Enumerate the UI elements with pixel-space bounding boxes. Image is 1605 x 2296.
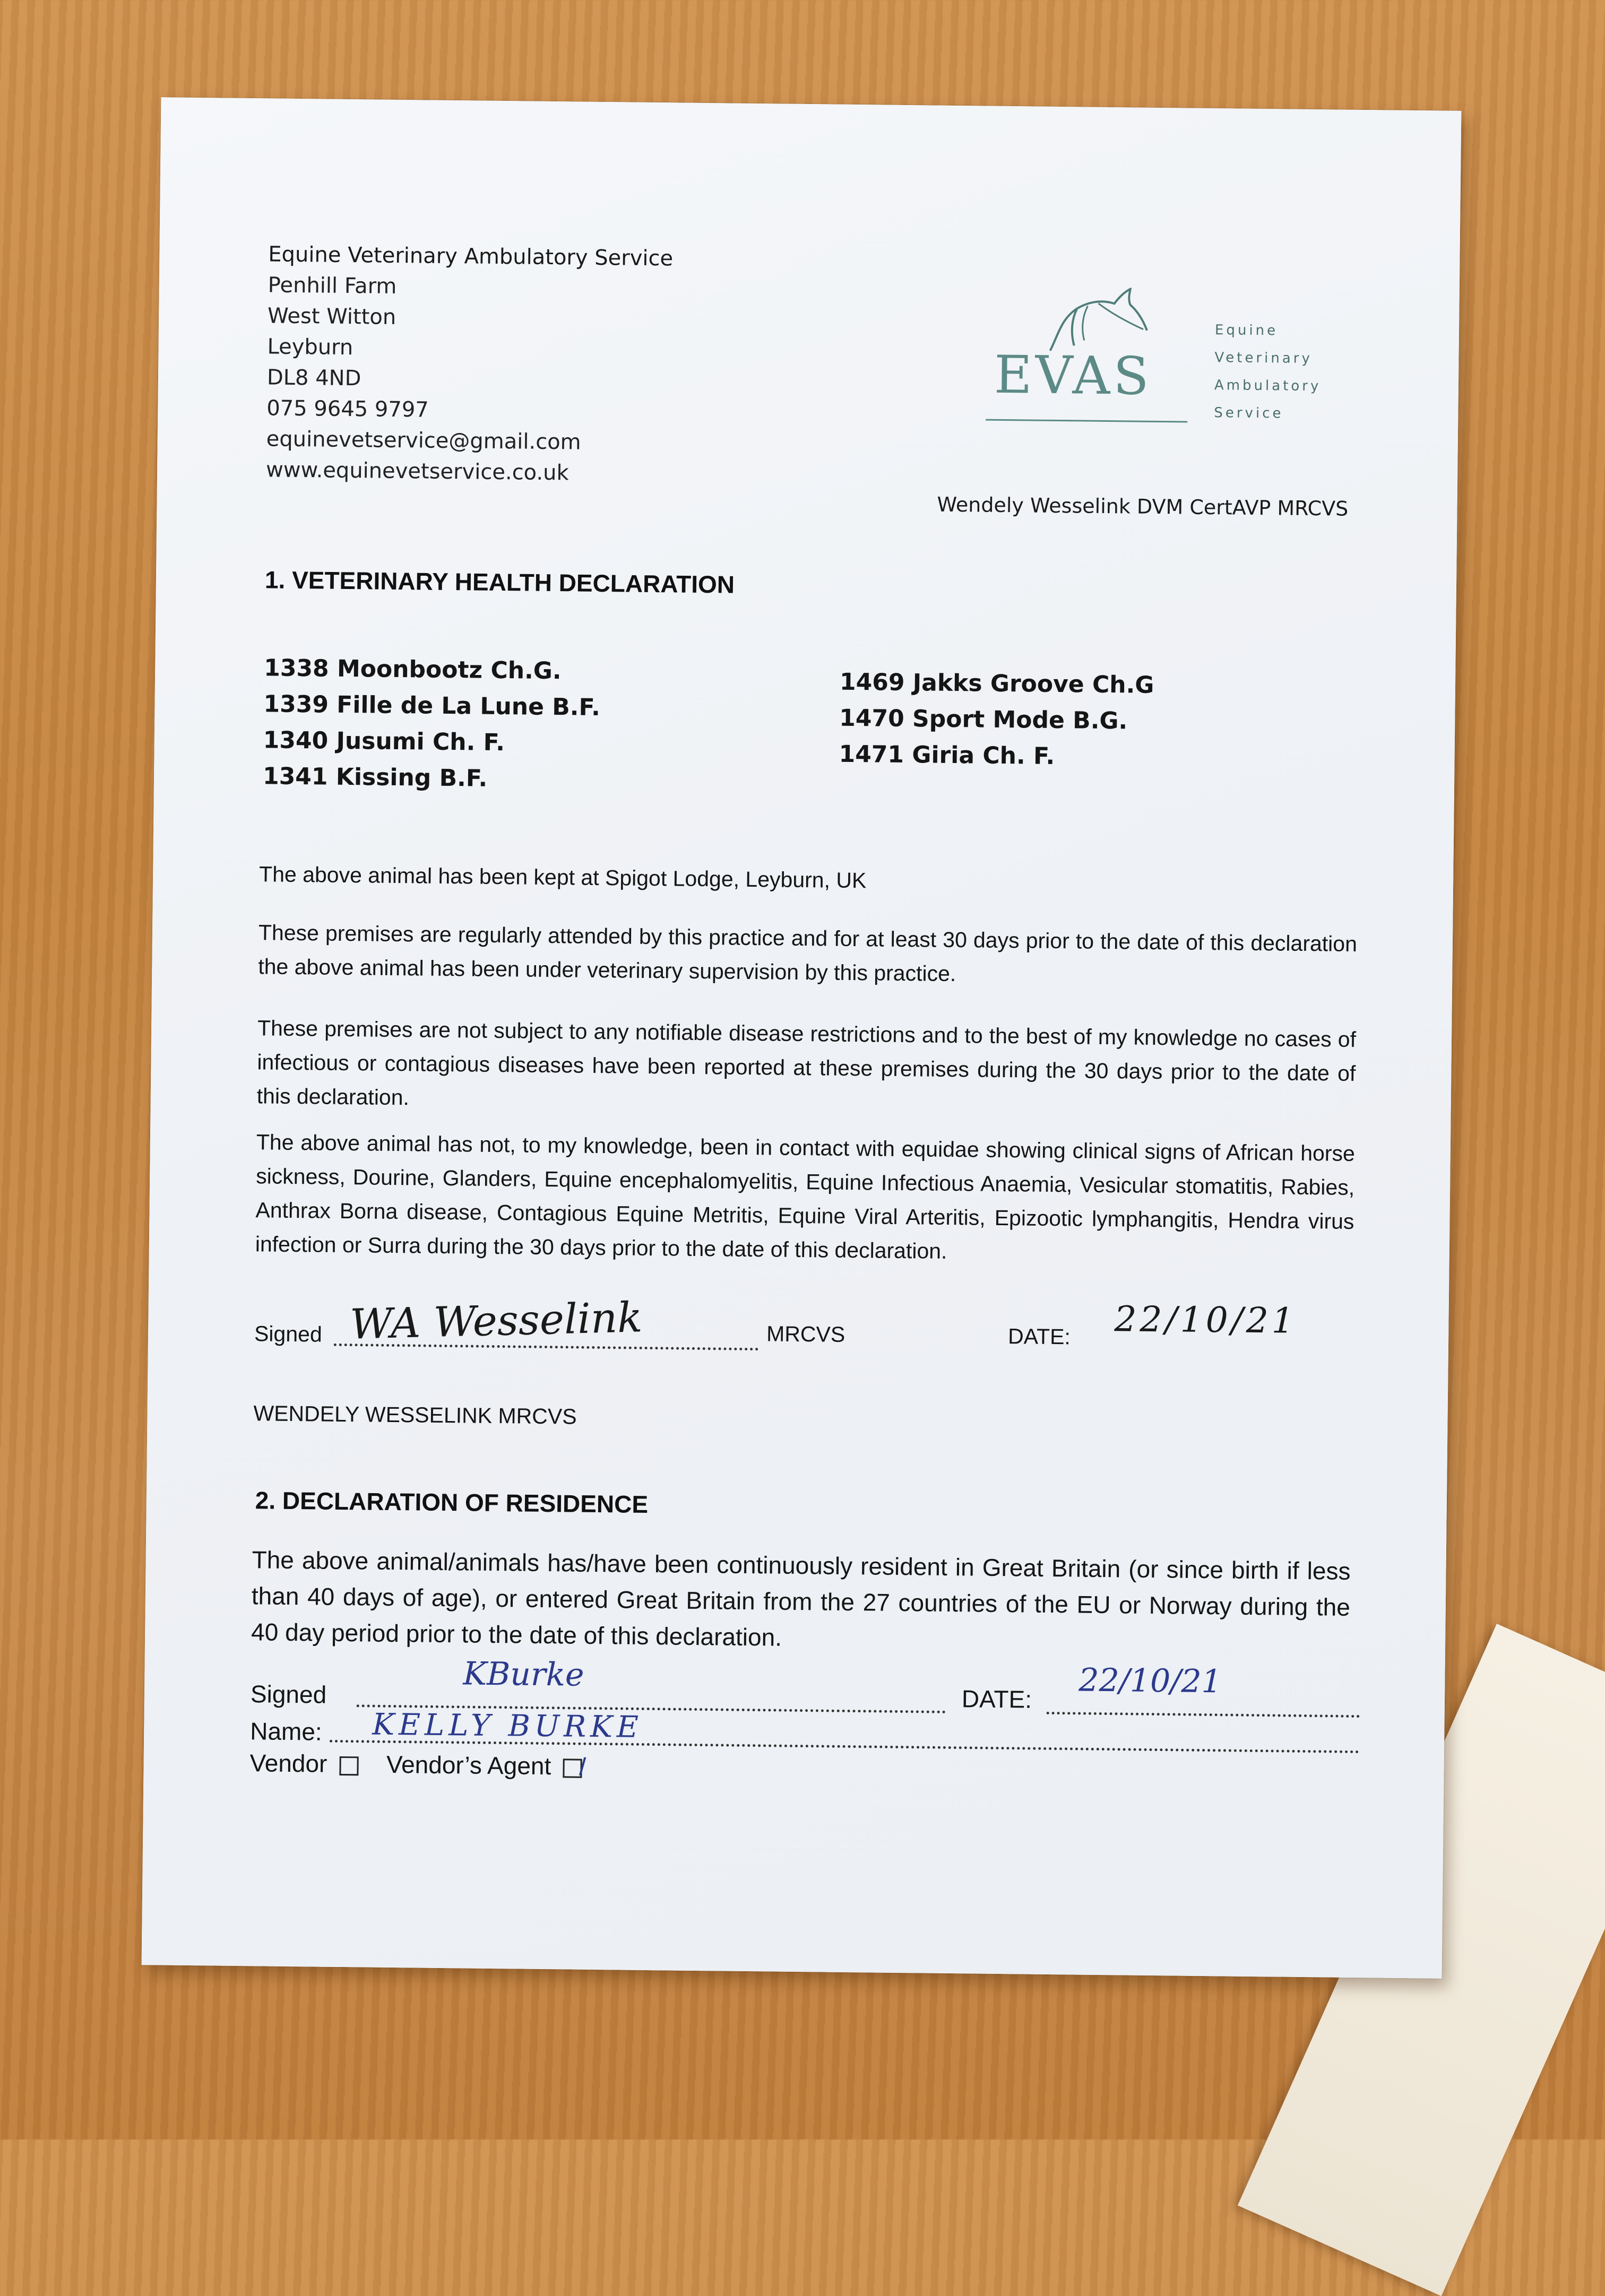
phone-number: 075 9645 9797 — [266, 396, 429, 422]
logo-side-line: Equine — [1214, 322, 1279, 339]
mrcvs-suffix: MRCVS — [766, 1321, 845, 1347]
check-mark-icon — [566, 1757, 586, 1775]
document-page — [142, 97, 1462, 1978]
date-label: DATE: — [1007, 1324, 1071, 1349]
signed-label: Signed — [250, 1680, 327, 1709]
supervision-paragraph: These premises are regularly attended by this practice and for at least 30 days prior to the date of this declaration the above animal has been under veterinary supervision by this practice. — [258, 920, 1358, 986]
vet-name: Wendely Wesselink DVM CertAVP MRCVS — [937, 492, 1349, 521]
logo-side-text — [1214, 316, 1322, 428]
animal-list-left — [263, 650, 601, 798]
animal-list-right — [839, 664, 1154, 776]
logo-wordmark: EVAS — [994, 344, 1153, 407]
vet-signature-date: 22/10/21 — [1114, 1298, 1298, 1341]
vendor-agent-label: Vendor’s Agent — [386, 1750, 551, 1780]
vet-signature-row — [254, 1295, 1369, 1365]
logo-side-line: Service — [1214, 405, 1284, 422]
animal-entry: 1471 Giria Ch. F. — [839, 740, 1055, 770]
address-line: Penhill Farm — [268, 273, 397, 299]
contact-paragraph: The above animal has not, to my knowledge, been in contact with equidae showing clinical signs of African horse sickness, Dourine, Glanders, Equine encephalomyelitis, Equine Infectious Anaemia, Vesicular stomatitis, Rabies, Anthrax Borna disease, Contagious Equine Metritis, Equine Viral Arteritis, Epizootic lymphangitis, Hendra virus infection or Surra during the 30 days prior to the date of this declaration. — [255, 1130, 1356, 1263]
address-line: West Witton — [267, 304, 396, 330]
vet-signature: WA Wesselink — [349, 1294, 643, 1349]
vendor-name: KELLY BURKE — [372, 1707, 643, 1745]
animal-entry: 1339 Fille de La Lune B.F. — [263, 690, 601, 721]
vendor-label: Vendor — [249, 1749, 327, 1778]
animal-entry: 1341 Kissing B.F. — [262, 763, 488, 792]
logo-underline — [986, 419, 1187, 423]
animal-entry: 1469 Jakks Groove Ch.G — [839, 668, 1154, 699]
kept-at-paragraph: The above animal has been kept at Spigot Lodge, Leyburn, UK — [258, 862, 867, 893]
residence-paragraph: The above animal/animals has/have been continuously resident in Great Britain (or since birth if less than 40 days of age), or entered Great Britain from the 27 countries of the EU or Norway during the 40 day period prior to the date of this declaration. — [251, 1546, 1351, 1651]
animal-entry: 1338 Moonbootz Ch.G. — [263, 654, 562, 685]
vendor-agent-checkbox[interactable] — [563, 1758, 582, 1778]
email-address: equinevetservice@gmail.com — [266, 427, 581, 455]
signed-label: Signed — [254, 1321, 323, 1347]
vendor-checkbox[interactable] — [339, 1756, 358, 1775]
signatory-name: WENDELY WESSELINK MRCVS — [253, 1401, 577, 1429]
restrictions-paragraph: These premises are not subject to any notifiable disease restrictions and to the best of my knowledge no cases of infectious or contagious diseases have been reported at these premises during the 30 days prior to the date of this declaration. — [256, 1016, 1357, 1110]
address-line: Leyburn — [267, 334, 353, 360]
name-label: Name: — [249, 1717, 323, 1746]
animal-entry: 1470 Sport Mode B.G. — [839, 704, 1128, 735]
vendor-signature: KBurke — [463, 1655, 584, 1694]
logo-side-line: Ambulatory — [1214, 377, 1322, 395]
animal-entry: 1340 Jusumi Ch. F. — [263, 726, 505, 757]
organisation-name: Equine Veterinary Ambulatory Service — [268, 242, 674, 271]
vendor-signature-date: 22/10/21 — [1078, 1661, 1222, 1701]
letterhead-address — [266, 239, 674, 489]
address-line: DL8 4ND — [266, 365, 361, 391]
logo-side-line: Veterinary — [1214, 350, 1313, 367]
section2-heading: 2. DECLARATION OF RESIDENCE — [255, 1486, 649, 1519]
date-label: DATE: — [961, 1685, 1032, 1713]
website-address: www.equinevetservice.co.uk — [265, 457, 569, 486]
vendor-options — [249, 1748, 603, 1781]
section1-heading: 1. VETERINARY HEALTH DECLARATION — [264, 566, 735, 599]
